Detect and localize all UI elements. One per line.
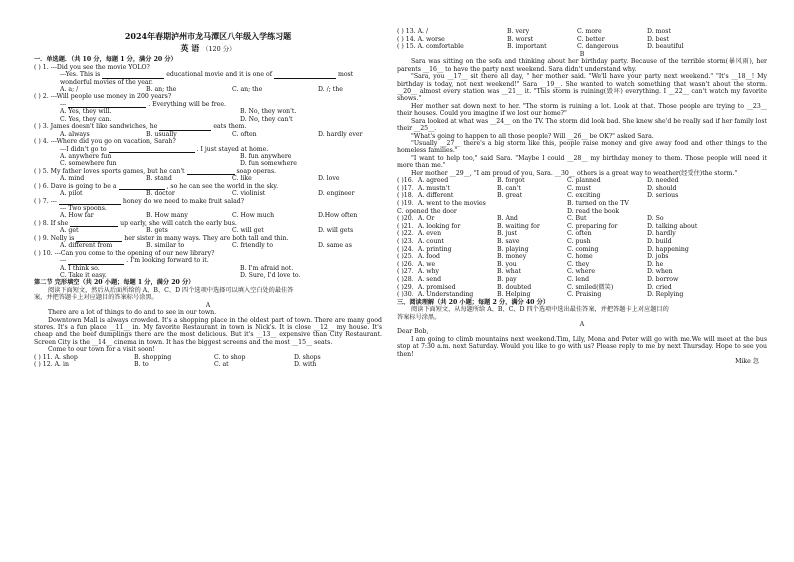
- cloze-question-row: [397, 200, 767, 208]
- option-d[interactable]: D. same as: [318, 242, 352, 250]
- option-d[interactable]: [647, 200, 727, 208]
- question-12-options: ( ) 12. A. in B. to C. at D. with: [34, 361, 317, 369]
- question-15-options: ( ) 15. A. comfortable B. important C. dangerous D. beautiful: [397, 43, 684, 51]
- section-instructions: 阅读下面短文，然后从后面所给的 A、B、C、D 四个选项中选择可以填入空白处的最佳答: [48, 286, 294, 294]
- cloze-question-row: [397, 192, 767, 200]
- option-a[interactable]: ( )28．A. send: [397, 275, 442, 283]
- question-7-stem: ( ) 7. --- honey do we need to make fruit salad?: [34, 197, 245, 205]
- option-d[interactable]: D. borrow: [647, 275, 679, 283]
- section-instructions: 阅读下面短文，从每题所给 A、B、C、D 四个选项中选出最佳答案，并把答题卡上对应题目的: [411, 306, 669, 314]
- option-a[interactable]: A. anywhere fun: [60, 152, 112, 160]
- option-d[interactable]: D. should: [647, 184, 677, 192]
- option-b[interactable]: B. you: [497, 260, 517, 268]
- option-a[interactable]: ( )26．A. we: [397, 260, 436, 268]
- option-d[interactable]: D. hardly ever: [318, 130, 363, 138]
- question-9-options: [34, 242, 382, 249]
- answer-blank[interactable]: [274, 72, 336, 79]
- option-c[interactable]: C. often: [232, 130, 257, 138]
- option-c[interactable]: C. an; the: [232, 86, 263, 94]
- option-c[interactable]: C. planned: [567, 177, 601, 185]
- right-column: [397, 28, 767, 366]
- option-a[interactable]: ( )17．A. mustn't: [397, 184, 450, 192]
- passage-a-paragraph: Come to our town for a visit soon!: [48, 346, 156, 354]
- cloze-question-row: [397, 291, 767, 299]
- option-a[interactable]: ( )16．A. agreed: [397, 177, 449, 185]
- option-a[interactable]: ( )27．A. why: [397, 268, 440, 276]
- option-b[interactable]: B. stand: [146, 175, 172, 183]
- question-6-options: [34, 190, 382, 197]
- option-c[interactable]: C. friendly to: [232, 242, 273, 250]
- left-column: [34, 28, 382, 369]
- option-c[interactable]: C. often: [567, 230, 592, 238]
- option-d[interactable]: D. So: [647, 215, 664, 223]
- option-a[interactable]: A. pilot: [60, 190, 83, 198]
- option-c[interactable]: C. like: [232, 175, 252, 183]
- section-instructions-cont: 答案标号涂黑。: [397, 313, 441, 321]
- option-c[interactable]: C. Praising: [567, 291, 602, 299]
- passage-b-paragraph: "I want to help too," said Sara. "Maybe I could __28__ my birthday money to them. Those people will need it more than me.": [397, 154, 767, 170]
- option-c[interactable]: C. push: [567, 237, 591, 245]
- cloze-question-row: [397, 284, 767, 292]
- option-b[interactable]: B. similar to: [146, 242, 185, 250]
- question-10-stem: ( ) 10. ---Can you come to the opening of our new library?: [34, 249, 215, 257]
- cloze-question-row: [397, 276, 767, 284]
- option-b[interactable]: B. fun anywhere: [240, 152, 292, 160]
- option-d[interactable]: D. build: [647, 237, 672, 245]
- option-b[interactable]: B. save: [497, 237, 520, 245]
- cloze-question-row: [397, 238, 767, 246]
- option-c[interactable]: C. somewhere fun: [60, 160, 117, 168]
- section-heading-reading: 三、阅读理解（共 20 小题；每题 2 分，满分 40 分）: [397, 298, 550, 306]
- option-a[interactable]: ( )18．A. different: [397, 192, 454, 200]
- option-c[interactable]: C. Take it easy.: [60, 271, 107, 279]
- answer-blank[interactable]: [76, 235, 122, 242]
- section-heading-cloze: 第二节 完形填空（共 20 小题；每题 1 分，满分 20 分）: [34, 279, 195, 287]
- option-b[interactable]: B. just: [497, 230, 518, 238]
- option-c[interactable]: C. where: [567, 268, 596, 276]
- option-a[interactable]: C. opened the door: [397, 207, 457, 215]
- section-instructions-cont: 案，并把答题卡上对应题目的答案标号涂黑。: [34, 294, 158, 302]
- cloze-question-row: [397, 261, 767, 269]
- page-subtitle: [34, 44, 382, 54]
- answer-blank[interactable]: [70, 220, 118, 227]
- option-a[interactable]: ( )21．A. looking for: [397, 222, 461, 230]
- answer-blank[interactable]: [59, 198, 121, 205]
- question-5-options: [34, 175, 382, 182]
- question-3-options: [34, 131, 382, 138]
- passage-b-paragraph: "What's going to happen to all those people? Will __26__ be OK?" asked Sara.: [411, 132, 654, 140]
- question-2-stem: ( ) 2. ---Will people use money in 200 years?: [34, 93, 172, 101]
- question-14-options: ( ) 14. A. worse B. worst C. better D. best: [397, 35, 669, 43]
- option-c[interactable]: C. preparing for: [567, 222, 618, 230]
- option-c[interactable]: C. lend: [567, 275, 590, 283]
- question-1-stem: ( ) 1. ---Did you see the movie YOLO?: [34, 63, 150, 71]
- option-b[interactable]: B. How many: [146, 212, 188, 220]
- passage-b-paragraph: Sara was sitting on the sofa and thinking about her birthday party. Because of the terrible storm(暴风雨), her parents __16__ to have the party next weekend. Sara didn't understand why.: [397, 58, 767, 73]
- option-a[interactable]: A. get: [60, 227, 79, 235]
- option-c[interactable]: D. read the book: [567, 207, 620, 215]
- option-b[interactable]: B. pay: [497, 275, 517, 283]
- cloze-question-row: [397, 246, 767, 254]
- option-a[interactable]: A. mind: [60, 175, 85, 183]
- option-b[interactable]: B. great: [497, 192, 523, 200]
- cloze-question-row: [397, 185, 767, 193]
- option-b[interactable]: B. Helping: [497, 291, 531, 299]
- option-d[interactable]: D. he: [647, 260, 664, 268]
- question-1-line3: wonderful movies of the year.: [60, 78, 153, 86]
- cloze-question-row: [397, 253, 767, 261]
- option-d[interactable]: D. Sure, I'd love to.: [240, 271, 301, 279]
- passage-c-label: A: [579, 321, 585, 329]
- option-c[interactable]: C. exciting: [567, 192, 601, 200]
- option-d[interactable]: D. will gets: [318, 227, 354, 235]
- option-b[interactable]: B. what: [497, 268, 521, 276]
- cloze-b-options: [397, 177, 767, 299]
- option-a[interactable]: A. always: [60, 130, 90, 138]
- question-5-stem: ( ) 5. My father loves sports games, but he can't soap operas.: [34, 167, 277, 175]
- total-score: （120 分）: [202, 44, 236, 53]
- option-b[interactable]: B. an; the: [146, 86, 177, 94]
- option-d[interactable]: D. needed: [647, 177, 679, 185]
- passage-b-label: B: [579, 50, 585, 58]
- option-d[interactable]: D. serious: [647, 192, 679, 200]
- option-a[interactable]: A. Yes, they will.: [60, 108, 112, 116]
- question-7-options: [34, 212, 382, 219]
- passage-b-paragraph: "Sara, you __17__ sit there all day, " her mother said. "We'll have your party next weekend." "It's __18__! My birthday is today, not next weekend!" Sara __19__. She wanted to watch something that wasn't about the storm. __20__ almost every station was __21__ it. "This storm is ruining(毁坏) everything. I __22__ can't watch my favorite shows.": [397, 73, 767, 103]
- answer-blank[interactable]: [109, 146, 195, 153]
- option-b[interactable]: B. doubted: [497, 283, 532, 291]
- answer-blank[interactable]: [68, 101, 146, 108]
- option-c[interactable]: C. they: [567, 260, 590, 268]
- answer-blank[interactable]: [102, 72, 164, 79]
- option-a[interactable]: ( )30．A. Understanding: [397, 291, 474, 299]
- option-a[interactable]: ( )22．A. even: [397, 230, 442, 238]
- cloze-question-row: [397, 215, 767, 223]
- option-a[interactable]: A. different from: [60, 242, 113, 250]
- option-b[interactable]: B. can't: [497, 184, 521, 192]
- option-b[interactable]: B. I'm afraid not.: [240, 264, 294, 272]
- option-d[interactable]: D. when: [647, 268, 673, 276]
- option-b[interactable]: [497, 200, 567, 208]
- option-d[interactable]: D. talking about: [647, 222, 698, 230]
- option-a[interactable]: ( )24．A. printing: [397, 245, 452, 253]
- option-d[interactable]: D. love: [318, 175, 340, 183]
- answer-blank[interactable]: [187, 168, 235, 175]
- answer-blank[interactable]: [119, 183, 165, 190]
- question-3-stem: ( ) 3. James doesn't like sandwiches, he eats them.: [34, 123, 247, 131]
- cloze-question-row: [397, 208, 767, 216]
- option-d[interactable]: D. happening: [647, 245, 689, 253]
- subject-label: 英 语: [180, 42, 200, 53]
- passage-a-label: A: [205, 301, 211, 309]
- letter-greeting: Dear Bob,: [397, 328, 429, 336]
- option-a[interactable]: A. I think so.: [60, 264, 100, 272]
- option-c[interactable]: B. turned on the TV: [567, 200, 629, 207]
- section-heading-single-choice: 一．单选题．（共 10 分，每题 1 分，满分 20 分）: [34, 56, 177, 64]
- option-b[interactable]: B. gets: [146, 227, 168, 235]
- option-b[interactable]: [497, 208, 567, 216]
- cloze-question-row: [397, 268, 767, 276]
- option-a[interactable]: A. a; /: [60, 86, 79, 94]
- cloze-question-row: [397, 223, 767, 231]
- option-c[interactable]: C. Yes, they can.: [60, 115, 112, 123]
- question-2-options: [34, 108, 382, 123]
- letter-body: I am going to climb mountains next weekend.Tim, Lily, Mona and Peter will go with me.We will meet at the bus stop at 7:30 a.m. next Saturday. Would you like to go with us? Please reply to me by next Thursday. Hope to see you then!: [397, 335, 767, 358]
- option-c[interactable]: C. must: [567, 184, 591, 192]
- option-d[interactable]: D. cried: [647, 283, 672, 291]
- option-d[interactable]: D. /; the: [318, 86, 343, 94]
- option-b[interactable]: B. playing: [497, 245, 529, 253]
- option-d[interactable]: D. hardly: [647, 230, 676, 238]
- option-b[interactable]: B. money: [497, 253, 527, 261]
- option-c[interactable]: C. coming: [567, 245, 599, 253]
- question-10-options: [34, 265, 382, 280]
- question-11-options: ( ) 11. A. shop B. shopping C. to shop D. shops: [34, 353, 321, 361]
- answer-blank[interactable]: [159, 124, 211, 131]
- question-1-line: ---Yes. This is educational movie and it is one of most: [60, 71, 354, 79]
- option-c[interactable]: C. smiled(微笑): [567, 283, 614, 291]
- option-a[interactable]: ( )29．A. promised: [397, 283, 456, 291]
- question-13-options: ( ) 13. A. / B. very C. more D. most: [397, 28, 671, 35]
- passage-a-paragraph: There are a lot of things to do and to see in our town.: [48, 309, 217, 317]
- question-6-stem: ( ) 6. Dave is going to be a , so he can see the world in the sky.: [34, 182, 279, 190]
- cloze-question-row: [397, 177, 767, 185]
- option-a[interactable]: A. How far: [60, 212, 94, 220]
- option-a[interactable]: ( )23．A. count: [397, 237, 444, 245]
- option-d[interactable]: D. engineer: [318, 190, 355, 198]
- question-4-line: ---I didn't go to . I just stayed at home.: [60, 145, 269, 153]
- option-b[interactable]: B. doctor: [146, 190, 175, 198]
- option-a[interactable]: ( )19．A. went to the movies: [397, 200, 486, 207]
- option-d[interactable]: D. No, they can't: [240, 115, 293, 123]
- option-d[interactable]: [647, 208, 727, 216]
- passage-b-paragraph: "Usually __27__ there's a big storm like this, people raise money and give away food and other things to the homeless families.": [397, 140, 767, 155]
- option-a[interactable]: ( )25．A. food: [397, 253, 440, 261]
- option-d[interactable]: D.How often: [318, 212, 358, 220]
- option-c[interactable]: C. home: [567, 253, 593, 261]
- option-b[interactable]: B. waiting for: [497, 222, 540, 230]
- option-c[interactable]: C. How much: [232, 212, 275, 220]
- question-4-stem: ( ) 4. ---Where did you go on vacation, Sarah?: [34, 138, 176, 146]
- question-8-stem: ( ) 8. If she up early, she will catch the early bus.: [34, 219, 237, 227]
- question-1-options: [34, 86, 382, 93]
- option-b[interactable]: B. forgot: [497, 177, 525, 185]
- passage-b-paragraph: Her mother __29__, "I am proud of you, Sara. __30__ others is a great way to weather(经受住)the storm.": [411, 169, 738, 177]
- option-c[interactable]: C. But: [567, 215, 587, 223]
- cloze-question-row: [397, 230, 767, 238]
- letter-signature: Mike 忽: [735, 358, 759, 366]
- answer-blank[interactable]: [68, 258, 124, 265]
- option-c[interactable]: C. will get: [232, 227, 264, 235]
- question-10-line: --- . I'm looking forward to it.: [60, 257, 209, 265]
- option-d[interactable]: D. jobs: [647, 253, 669, 261]
- passage-a-paragraph: Downtown Mall is always crowded. It's a shopping place in the oldest part of town. There are many good stores. It's a fun place __11__ in. My favorite Restaurant in town is Nick's. It is close __12__ my house. It's cheap and the beef dumplings there are the most delicious. But it's __13__ expensive than City Restaurant. Screen City is the __14__ cinema in town. It has the biggest screens and the most __15__ seats.: [34, 316, 382, 346]
- option-d[interactable]: D. fun somewhere: [240, 160, 297, 168]
- option-c[interactable]: C. violinist: [232, 190, 266, 198]
- option-a[interactable]: ( )20．A. Or: [397, 215, 435, 223]
- question-2-line: --- . Everything will be free.: [60, 100, 226, 108]
- page-title: 2024年春期泸州市龙马潭区八年级入学练习题: [124, 31, 292, 41]
- option-d[interactable]: D. Replying: [647, 291, 684, 299]
- option-b[interactable]: B. No, they won't.: [240, 108, 297, 116]
- question-4-options: [34, 153, 382, 168]
- question-8-options: [34, 227, 382, 234]
- option-b[interactable]: B. And: [497, 215, 518, 223]
- passage-b-paragraph: Sara looked at what was __24__ on the TV. The storm did look bad. She knew she'd be really sad if her family lost their __25__.: [397, 117, 767, 133]
- option-b[interactable]: B. usually: [146, 130, 177, 138]
- question-9-stem: ( ) 9. Nelly is her sister in many ways. They are both tall and thin.: [34, 234, 289, 242]
- passage-b-paragraph: Her mother sat down next to her. "The storm is ruining a lot. Look at that. Those people are trying to __23__ their houses. Could you imagine if we lost our home?": [397, 102, 767, 118]
- question-7-line: --- Two spoons.: [60, 205, 107, 213]
